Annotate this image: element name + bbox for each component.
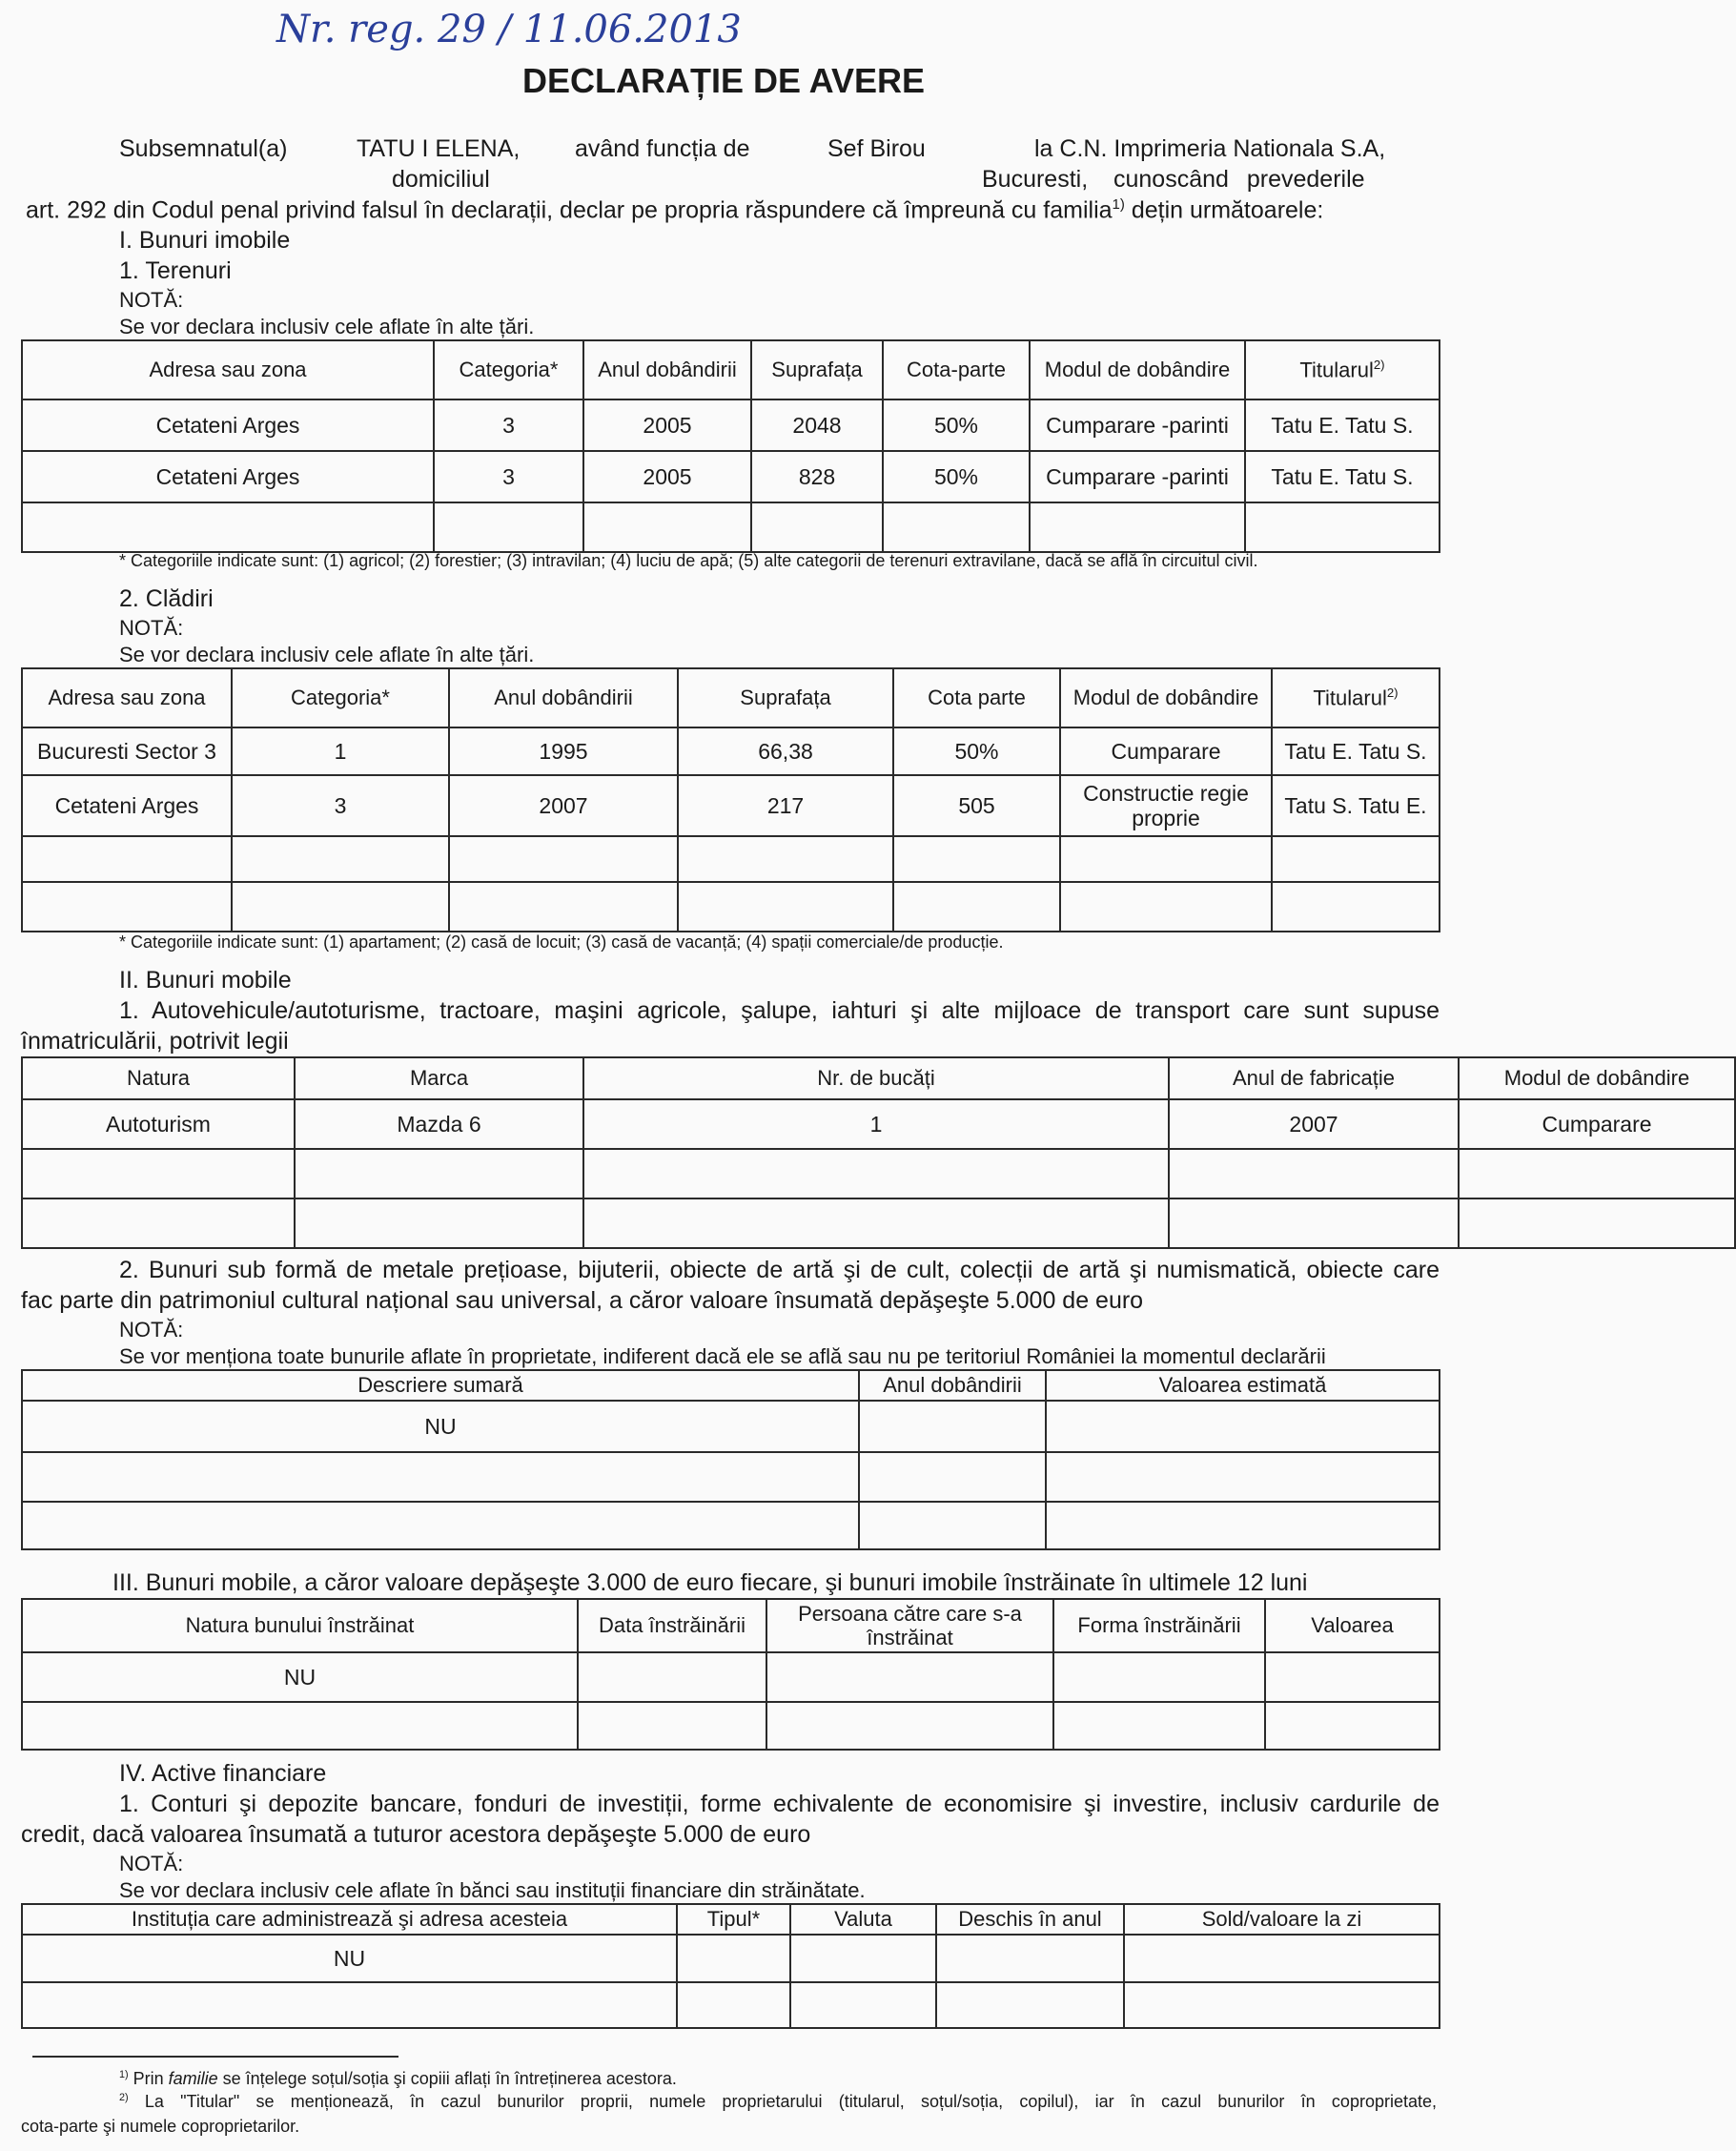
table-cell xyxy=(790,1935,936,1982)
table-cell xyxy=(578,1702,766,1750)
table-cell: Tatu S. Tatu E. xyxy=(1272,775,1440,836)
table-header: Adresa sau zona xyxy=(22,668,232,727)
table-cell xyxy=(22,1452,859,1502)
table-cell: 1995 xyxy=(449,727,678,775)
footnote-2-line2: cota-parte şi numele coproprietarilor. xyxy=(21,2117,300,2136)
table-cell xyxy=(859,1452,1046,1502)
table-header: Marca xyxy=(295,1057,583,1099)
metale-table xyxy=(21,1369,1440,1550)
table-header-row xyxy=(22,1904,1440,1935)
table-cell: Cetateni Arges xyxy=(22,775,232,836)
table-cell xyxy=(434,502,583,552)
table-cell xyxy=(1272,836,1440,882)
table-cell: 217 xyxy=(678,775,893,836)
table-cell xyxy=(936,1982,1124,2028)
cladiri-nota: NOTĂ: xyxy=(119,616,184,640)
table-cell xyxy=(677,1935,790,1982)
section-2-title: II. Bunuri mobile xyxy=(119,967,292,994)
terenuri-table xyxy=(21,339,1440,553)
table-row xyxy=(22,451,1440,502)
table-row xyxy=(22,1401,1440,1452)
table-cell xyxy=(22,1149,295,1198)
table-header: Natura bunului înstrăinat xyxy=(22,1599,578,1652)
table-cell xyxy=(295,1198,583,1248)
table-header: Forma înstrăinării xyxy=(1053,1599,1265,1652)
table-cell: Constructie regie proprie xyxy=(1060,775,1272,836)
table-cell xyxy=(1060,882,1272,932)
footnote-1: $^{1)}$ Prin familie se înțelege soțul/soția şi copiii aflați în întreținerea acestora. xyxy=(119,2069,677,2088)
instrainate-table xyxy=(21,1598,1440,1751)
table-cell xyxy=(677,1982,790,2028)
table-header: Persoana către care s-a înstrăinat xyxy=(766,1599,1053,1652)
table-header: Valoarea estimată xyxy=(1046,1370,1440,1401)
table-header: Titularul$^{2)}$ xyxy=(1272,668,1440,727)
table-cell: 50% xyxy=(883,451,1030,502)
table-row xyxy=(22,1502,1440,1549)
table-cell: Cumparare xyxy=(1459,1099,1735,1149)
conturi-table xyxy=(21,1903,1440,2029)
cunoscand-text: cunoscând prevederile xyxy=(1113,166,1365,193)
cladiri-footnote: * Categoriile indicate sunt: (1) apartament; (2) casă de locuit; (3) casă de vacanță; (4) spații comerciale/de producție. xyxy=(119,932,1004,952)
table-cell: 3 xyxy=(232,775,449,836)
table-header-row xyxy=(22,1057,1735,1099)
table-cell: 505 xyxy=(893,775,1060,836)
table-cell: 3 xyxy=(434,399,583,451)
table-cell: 1 xyxy=(232,727,449,775)
table-row xyxy=(22,836,1440,882)
table-cell xyxy=(766,1702,1053,1750)
table-cell: 1 xyxy=(583,1099,1169,1149)
table-cell xyxy=(751,502,883,552)
table-header: Natura xyxy=(22,1057,295,1099)
table-header: Sold/valoare la zi xyxy=(1124,1904,1440,1935)
cladiri-title: 2. Clădiri xyxy=(119,585,214,612)
table-cell xyxy=(678,836,893,882)
terenuri-footnote: * Categoriile indicate sunt: (1) agricol; (2) forestier; (3) intravilan; (4) luciu de apă; (5) alte categorii de terenuri extravilane, dacă se află în circuitul civil. xyxy=(119,551,1258,570)
table-cell xyxy=(859,1502,1046,1549)
cladiri-nota-text: Se vor declara inclusiv cele aflate în alte țări. xyxy=(119,643,535,666)
table-header: Anul dobândirii xyxy=(449,668,678,727)
table-cell: 2048 xyxy=(751,399,883,451)
table-cell xyxy=(578,1652,766,1702)
table-cell xyxy=(893,882,1060,932)
table-row xyxy=(22,1452,1440,1502)
table-cell xyxy=(1245,502,1440,552)
table-cell: Cumparare -parinti xyxy=(1030,399,1245,451)
table-cell xyxy=(790,1982,936,2028)
table-header: Modul de dobândire xyxy=(1030,340,1245,399)
table-header: Titularul$^{2)}$ xyxy=(1245,340,1440,399)
table-row xyxy=(22,882,1440,932)
functia-value: Sef Birou xyxy=(827,135,926,162)
terenuri-nota: NOTĂ: xyxy=(119,288,184,312)
auto-title-line2: înmatriculării, potrivit legii xyxy=(21,1028,289,1055)
table-cell xyxy=(22,1502,859,1549)
table-cell xyxy=(1046,1401,1440,1452)
table-cell: Cumparare -parinti xyxy=(1030,451,1245,502)
table-cell xyxy=(22,1702,578,1750)
table-cell: 2007 xyxy=(449,775,678,836)
table-header: Suprafața xyxy=(751,340,883,399)
table-cell: Tatu E. Tatu S. xyxy=(1272,727,1440,775)
table-row xyxy=(22,1702,1440,1750)
table-header-row xyxy=(22,668,1440,727)
table-cell xyxy=(583,1149,1169,1198)
table-header: Anul dobândirii xyxy=(583,340,751,399)
metale-nota-text: Se vor menționa toate bunurile aflate în proprietate, indiferent dacă ele se află sau nu pe teritoriul României la momentul declarării xyxy=(119,1344,1326,1368)
table-cell: 2005 xyxy=(583,399,751,451)
table-cell xyxy=(1060,836,1272,882)
table-cell: 828 xyxy=(751,451,883,502)
table-cell: 50% xyxy=(893,727,1060,775)
table-cell xyxy=(1169,1149,1459,1198)
table-row xyxy=(22,1982,1440,2028)
table-header-row xyxy=(22,1599,1440,1652)
table-header: Anul dobândirii xyxy=(859,1370,1046,1401)
table-header: Descriere sumară xyxy=(22,1370,859,1401)
table-cell: 66,38 xyxy=(678,727,893,775)
table-cell xyxy=(1046,1452,1440,1502)
section-3-title: III. Bunuri mobile, a căror valoare depăşeşte 3.000 de euro fiecare, şi bunuri imobile înstrăinate în ultimele 12 luni xyxy=(112,1569,1308,1596)
table-cell: 2007 xyxy=(1169,1099,1459,1149)
metale-title-line2: fac parte din patrimoniul cultural național sau universal, a căror valoare însumată depăşeşte 5.000 de euro xyxy=(21,1287,1144,1314)
auto-title-line1: 1. Autovehicule/autoturisme, tractoare, maşini agricole, şalupe, iahturi şi alte mijloace de transport care sunt supuse xyxy=(119,997,1440,1024)
table-header: Valoarea xyxy=(1265,1599,1440,1652)
terenuri-nota-text: Se vor declara inclusiv cele aflate în alte țări. xyxy=(119,315,535,338)
autovehicule-table xyxy=(21,1056,1736,1249)
table-header: Tipul* xyxy=(677,1904,790,1935)
table-header: Instituția care administrează şi adresa acesteia xyxy=(22,1904,677,1935)
table-cell xyxy=(1459,1198,1735,1248)
table-row xyxy=(22,775,1440,836)
conturi-title-line2: credit, dacă valoarea însumată a tuturor acestora depăşeşte 5.000 de euro xyxy=(21,1821,811,1848)
institutie-value: la C.N. Imprimeria Nationala S.A, xyxy=(1034,135,1386,162)
table-row xyxy=(22,1149,1735,1198)
table-cell xyxy=(936,1935,1124,1982)
table-header: Valuta xyxy=(790,1904,936,1935)
table-header: Adresa sau zona xyxy=(22,340,434,399)
metale-nota: NOTĂ: xyxy=(119,1318,184,1342)
table-cell: Bucuresti Sector 3 xyxy=(22,727,232,775)
table-cell xyxy=(583,1198,1169,1248)
table-header: Data înstrăinării xyxy=(578,1599,766,1652)
table-cell xyxy=(1459,1149,1735,1198)
table-header: Modul de dobândire xyxy=(1060,668,1272,727)
metale-title-line1: 2. Bunuri sub formă de metale prețioase, bijuterii, obiecte de artă şi de cult, colecții de artă şi numismatică, obiecte care xyxy=(119,1257,1440,1283)
table-cell xyxy=(1265,1652,1440,1702)
table-cell xyxy=(583,502,751,552)
table-header: Nr. de bucăți xyxy=(583,1057,1169,1099)
table-header: Categoria* xyxy=(232,668,449,727)
domiciliul-label: domiciliul xyxy=(392,166,490,193)
table-cell xyxy=(1124,1935,1440,1982)
page-title: DECLARAȚIE DE AVERE xyxy=(522,61,926,100)
table-row xyxy=(22,502,1440,552)
table-cell xyxy=(859,1401,1046,1452)
table-cell: Tatu E. Tatu S. xyxy=(1245,399,1440,451)
table-cell: 50% xyxy=(883,399,1030,451)
table-row xyxy=(22,727,1440,775)
table-header: Cota parte xyxy=(893,668,1060,727)
table-cell: NU xyxy=(22,1401,859,1452)
cladiri-table xyxy=(21,667,1440,932)
table-cell xyxy=(893,836,1060,882)
handwritten-registration-number: Nr. reg. 29 / 11.06.2013 xyxy=(276,8,742,51)
table-cell xyxy=(1053,1702,1265,1750)
table-cell xyxy=(22,1198,295,1248)
table-row xyxy=(22,1935,1440,1982)
table-row xyxy=(22,1652,1440,1702)
table-cell: Autoturism xyxy=(22,1099,295,1149)
table-cell xyxy=(1046,1502,1440,1549)
conturi-title-line1: 1. Conturi şi depozite bancare, fonduri de investiții, forme echivalente de economisire şi investire, inclusiv cardurile de xyxy=(119,1791,1440,1817)
conturi-nota-text: Se vor declara inclusiv cele aflate în bănci sau instituții financiare din străinătate. xyxy=(119,1878,866,1902)
declarant-name: TATU I ELENA, xyxy=(357,135,521,162)
table-cell xyxy=(883,502,1030,552)
footnote-separator xyxy=(32,2056,398,2058)
table-cell xyxy=(1265,1702,1440,1750)
table-row xyxy=(22,1198,1735,1248)
table-cell xyxy=(1124,1982,1440,2028)
table-header: Modul de dobândire xyxy=(1459,1057,1735,1099)
domiciliul-oras: Bucuresti, xyxy=(982,166,1089,193)
table-cell xyxy=(22,502,434,552)
table-cell xyxy=(766,1652,1053,1702)
table-cell xyxy=(1169,1198,1459,1248)
table-cell: Cetateni Arges xyxy=(22,399,434,451)
table-cell: Mazda 6 xyxy=(295,1099,583,1149)
table-cell xyxy=(295,1149,583,1198)
table-cell xyxy=(1030,502,1245,552)
section-1-title: I. Bunuri imobile xyxy=(119,227,291,254)
functia-label: având funcția de xyxy=(575,135,750,162)
table-cell xyxy=(22,882,232,932)
table-cell xyxy=(22,1982,677,2028)
table-cell: 3 xyxy=(434,451,583,502)
terenuri-title: 1. Terenuri xyxy=(119,257,232,284)
table-header: Suprafața xyxy=(678,668,893,727)
table-cell xyxy=(1272,882,1440,932)
table-cell xyxy=(232,882,449,932)
table-cell: 2005 xyxy=(583,451,751,502)
table-row xyxy=(22,1099,1735,1149)
conturi-nota: NOTĂ: xyxy=(119,1852,184,1875)
section-4-title: IV. Active financiare xyxy=(119,1760,327,1787)
table-header: Anul de fabricație xyxy=(1169,1057,1459,1099)
table-header: Deschis în anul xyxy=(936,1904,1124,1935)
table-cell: Cumparare xyxy=(1060,727,1272,775)
table-cell xyxy=(449,836,678,882)
table-cell xyxy=(449,882,678,932)
table-cell: NU xyxy=(22,1652,578,1702)
table-cell xyxy=(1053,1652,1265,1702)
table-header: Cota-parte xyxy=(883,340,1030,399)
subsemnatul-label: Subsemnatul(a) xyxy=(119,135,288,162)
table-cell xyxy=(232,836,449,882)
footnote-2-line1: $^{2)}$ La "Titular" se menționează, în cazul bunurilor proprii, numele proprietarului (titularul, soțul/soția, copilul), iar în cazul bunurilor în coproprietate, xyxy=(119,2092,1437,2111)
declaratie-text: art. 292 din Codul penal privind falsul în declarații, declar pe propria răspundere că împreună cu familia$^{1)}$ dețin următoarele: xyxy=(26,196,1324,224)
table-cell: Cetateni Arges xyxy=(22,451,434,502)
table-header: Categoria* xyxy=(434,340,583,399)
table-cell: NU xyxy=(22,1935,677,1982)
table-header-row xyxy=(22,340,1440,399)
table-row xyxy=(22,399,1440,451)
table-cell: Tatu E. Tatu S. xyxy=(1245,451,1440,502)
table-cell xyxy=(22,836,232,882)
table-cell xyxy=(678,882,893,932)
table-header-row xyxy=(22,1370,1440,1401)
